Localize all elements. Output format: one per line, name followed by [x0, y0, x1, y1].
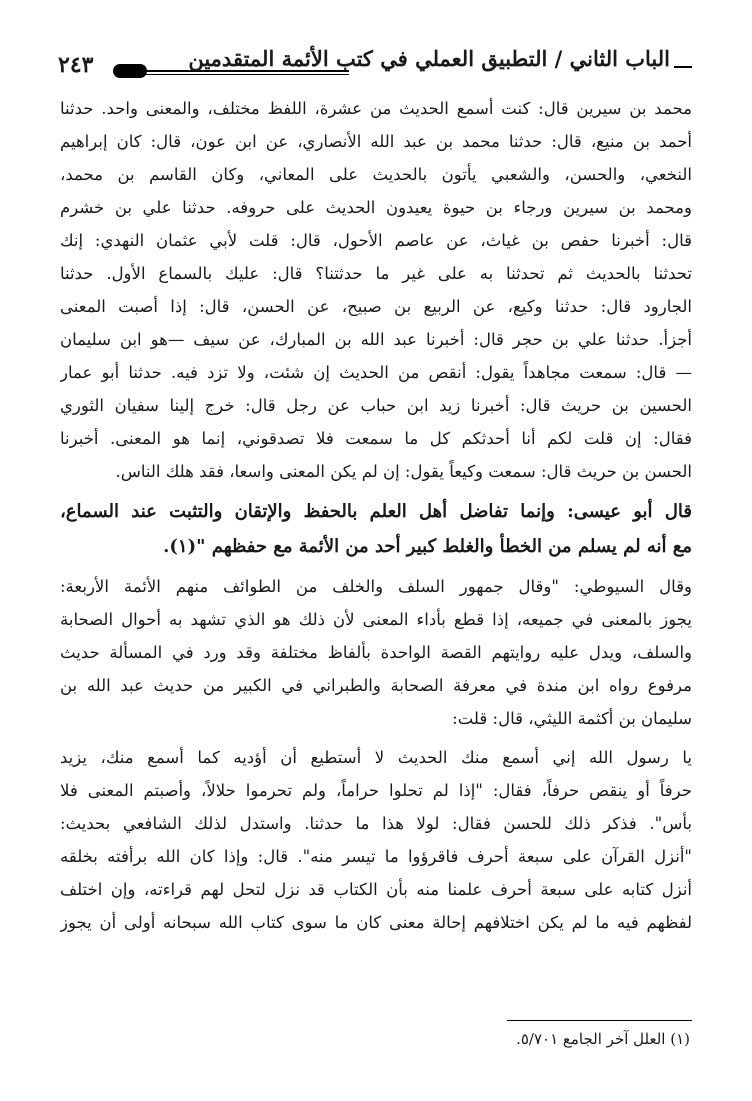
bold-quote-line: مع أنه لم يسلم من الخطأ والغلط كبير أحد من الأئمة مع حفظهم "(١). [163, 536, 692, 557]
header-ornament [113, 64, 147, 78]
text-line: لفظهم فيه ما لم يكن اختلافهم إحالة معنى كان ما سوى كتاب الله سبحانه أولى أن يجوز [60, 913, 692, 932]
text-line: — قال: سمعت مجاهداً يقول: أنقص من الحديث إن شئت، ولا تزد فيه. حدثنا أبو عمار [60, 363, 692, 382]
text-line: سليمان بن أكثمة الليثي، قال: قلت: [452, 709, 692, 728]
text-line: مرفوع رواه ابن مندة في معرفة الصحابة والطبراني في الكبير من حديث عبد الله بن [60, 676, 692, 695]
text-line: يجوز بالمعنى في جميعه، إذا قطع بأداء المعنى لأن ذلك هو الذي تشهد به أحوال الصحابة [60, 610, 692, 629]
text-line: محمد بن سيرين قال: كنت أسمع الحديث من عشرة، اللفظ مختلف، والمعنى واحد. حدثنا [60, 99, 692, 118]
text-line: "أنزل القرآن على سبعة أحرف فاقرؤوا ما تيسر منه". قال: وإذا كان الله برأفته بخلقه [60, 847, 692, 866]
text-line: وقال السيوطي: "وقال جمهور السلف والخلف من الطوائف منهم الأئمة الأربعة: [60, 577, 692, 596]
text-line: والسلف، ويدل عليه روايتهم القصة الواحدة بألفاظ مختلفة وقد ورد في المسألة حديث [60, 643, 692, 662]
page-header [58, 44, 692, 84]
text-line: ومحمد بن سيرين ورجاء بن حيوة يعيدون الحديث على حروفه. حدثنا علي بن خشرم [60, 198, 692, 217]
text-line: النخعي، والحسن، والشعبي يأتون بالحديث على المعاني، وكان القاسم بن محمد، [60, 165, 692, 184]
text-line: الحسين بن حريث قال: أخبرنا زيد ابن حباب عن رجل قال: خرج إلينا سفيان الثوري [60, 396, 692, 415]
header-rule-thin [144, 74, 349, 75]
footnote-divider [507, 1020, 692, 1021]
header-dash [674, 66, 692, 68]
text-line: فقال: إن قلت لكم أنا أحدثكم كل ما سمعت فلا تصدقوني، إنما هو المعنى. أخبرنا [60, 429, 692, 448]
text-line: الحسن بن حريث قال: سمعت وكيعاً يقول: إن لم يكن المعنى واسعا، فقد هلك الناس. [115, 462, 692, 481]
text-line: تحدثنا بالحديث ثم تحدثنا به على غير ما حدثتنا؟ قال: عليك بالسماع الأول. حدثنا [60, 264, 692, 283]
text-line: أنزل كتابه على سبعة أحرف علمنا منه بأن الكتاب قد نزل لتحل لهم قراءته، وإن اختلف [60, 880, 692, 899]
text-line: أحمد بن منيع، قال: حدثنا محمد بن عبد الله الأنصاري، عن ابن عون، قال: كان إبراهيم [60, 132, 692, 151]
text-line: حرفاً أو ينقص حرفاً، فقال: "إذا لم تحلوا حراماً، ولم تحرموا حلالاً، وأصبتم المعنى فلا [60, 781, 692, 800]
main-text [60, 92, 692, 939]
text-line: الجارود قال: حدثنا وكيع، عن الربيع بن صبيح، عن الحسن، قال: إذا أصبت المعنى [60, 297, 692, 316]
chapter-title: الباب الثاني / التطبيق العملي في كتب الأئمة المتقدمين [188, 46, 670, 71]
text-line: يا رسول الله إني أسمع منك الحديث لا أستطيع أن أؤديه كما أسمع منك، يزيد [60, 748, 692, 767]
text-line: قال: أخبرنا حفص بن غياث، عن عاصم الأحول، قال: قلت لأبي عثمان النهدي: إنك [60, 231, 692, 250]
page-number: ٢٤٣ [58, 52, 94, 78]
text-line: أجزأ. حدثنا علي بن حجر قال: أخبرنا عبد الله بن المبارك، عن سيف —هو ابن سليمان [60, 330, 692, 349]
footnote: (١) العلل آخر الجامع ٥/٧٠١. [516, 1030, 690, 1048]
text-line: بأس". فذكر ذلك للحسن فقال: لولا هذا ما حدثنا. واستدل لذلك الشافعي بحديث: [60, 814, 692, 833]
bold-quote-line: قال أبو عيسى: وإنما تفاضل أهل العلم بالحفظ والإتقان والتثبت عند السماع، [60, 501, 692, 522]
